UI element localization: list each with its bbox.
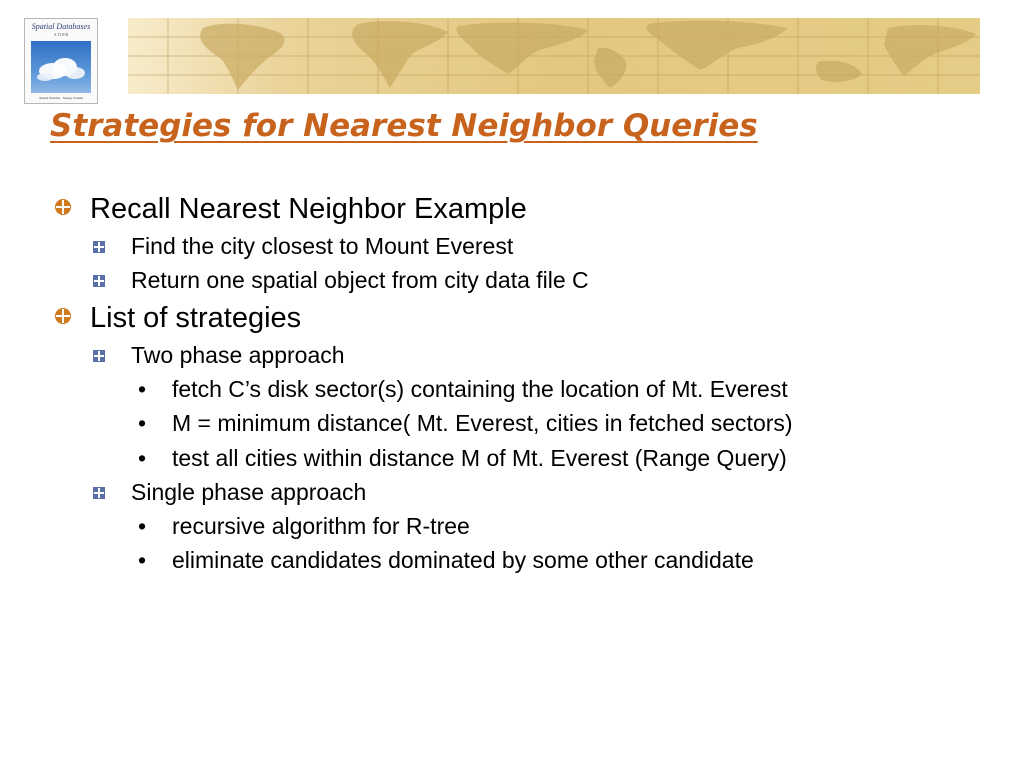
- dot-bullet: •: [138, 547, 147, 573]
- circle-bullet-icon: [54, 198, 72, 216]
- book-cover-title: Spatial Databases: [31, 22, 91, 31]
- book-cover-authors: Shashi Shekhar · Sanjay Chawla: [39, 96, 83, 100]
- bullet-eliminate-candidates: eliminate candidates dominated by some other candidate: [172, 547, 754, 573]
- item-find-city: Find the city closest to Mount Everest: [131, 233, 514, 259]
- section-list-strategies: List of strategies: [90, 302, 302, 334]
- square-bullet-icon: [93, 487, 105, 499]
- section-recall-example: Recall Nearest Neighbor Example: [90, 193, 527, 225]
- world-map-banner: [128, 18, 980, 94]
- item-single-phase: Single phase approach: [131, 479, 367, 505]
- cloud-sky-image: [31, 41, 91, 93]
- circle-bullet-icon: [54, 307, 72, 325]
- dot-bullet: •: [138, 513, 147, 539]
- slide-title: Strategies for Nearest Neighbor Queries: [50, 108, 758, 144]
- bullet-fetch-sectors: fetch C’s disk sector(s) containing the location of Mt. Everest: [172, 376, 788, 402]
- item-two-phase: Two phase approach: [131, 342, 345, 368]
- book-cover-image: [24, 18, 98, 104]
- square-bullet-icon: [93, 350, 105, 362]
- dot-bullet: •: [138, 376, 147, 402]
- bullet-recursive-algorithm: recursive algorithm for R-tree: [172, 513, 470, 539]
- dot-bullet: •: [138, 445, 147, 471]
- bullet-minimum-distance: M = minimum distance( Mt. Everest, cities in fetched sectors): [172, 410, 793, 436]
- bullet-range-query: test all cities within distance M of Mt. Everest (Range Query): [172, 445, 787, 471]
- dot-bullet: •: [138, 410, 147, 436]
- square-bullet-icon: [93, 275, 105, 287]
- square-bullet-icon: [93, 241, 105, 253]
- book-cover-subtitle: A TOUR: [53, 32, 69, 37]
- item-return-object: Return one spatial object from city data file C: [131, 267, 589, 293]
